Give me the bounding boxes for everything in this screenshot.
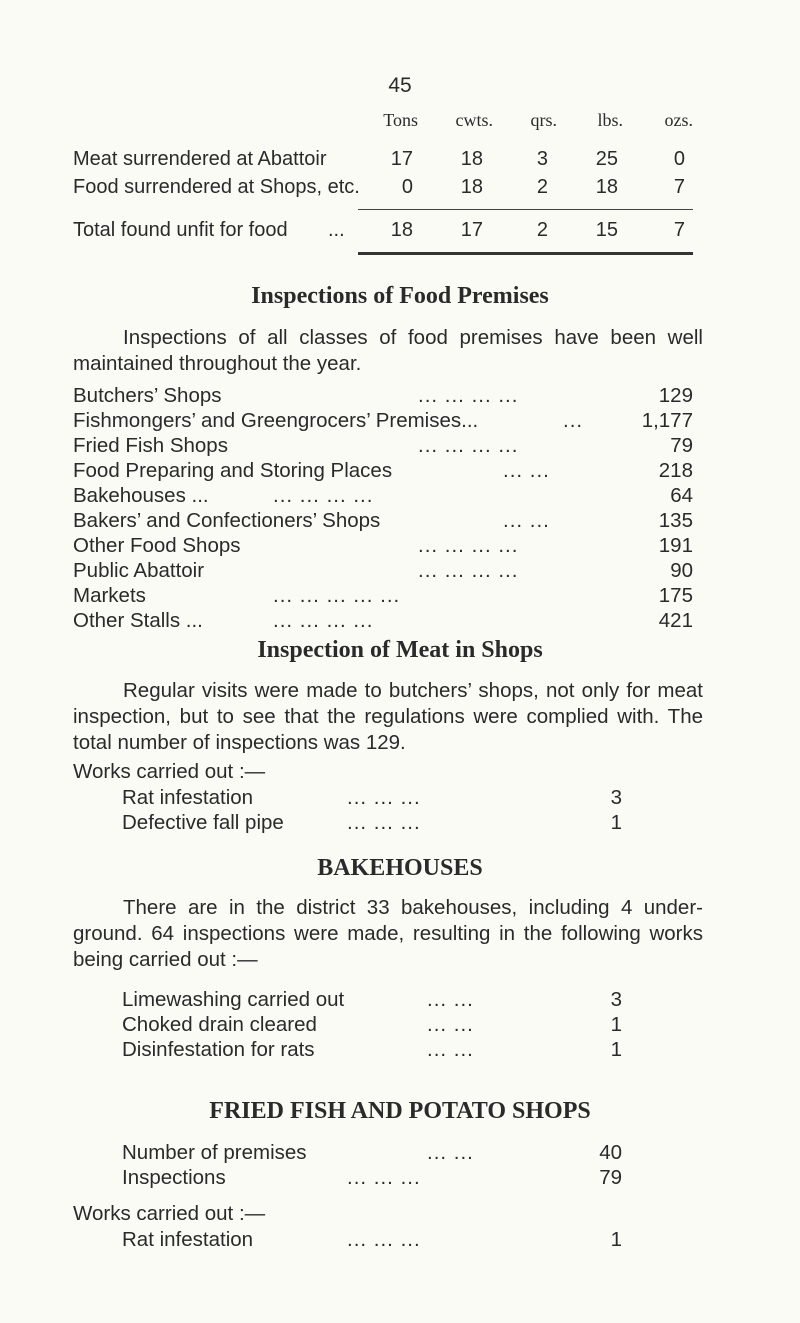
meat-works-list (122, 786, 622, 836)
item-label: Disinfestation for rats (122, 1038, 315, 1061)
list-item (73, 509, 693, 534)
meat-shops-heading: Inspection of Meat in Shops (257, 637, 543, 663)
item-dots: ... ... ... (347, 786, 421, 809)
cell-tons: 17 (390, 148, 413, 170)
food-premises-intro (73, 325, 703, 377)
item-dots: ... ... ... ... (273, 484, 374, 507)
cell-cwts: 18 (460, 176, 483, 198)
item-dots: ... ... (427, 988, 474, 1011)
total-top-rule (358, 209, 693, 210)
item-dots: ... ... (503, 509, 550, 532)
cell-lbs: 18 (595, 176, 618, 198)
total-cwts: 17 (460, 219, 483, 241)
item-label: Number of premises (122, 1141, 307, 1164)
total-bottom-rule (358, 252, 693, 255)
list-item (73, 584, 693, 609)
item-label: Rat infestation (122, 1228, 254, 1251)
list-item (73, 534, 693, 559)
list-item (122, 1166, 622, 1191)
intro-text: Inspections of all classes of food premises have been well maintained throughout the year. (73, 326, 703, 375)
item-dots: ... ... (427, 1141, 474, 1164)
item-dots: ... ... ... ... (418, 434, 519, 457)
bakehouses-text (73, 895, 703, 973)
header-qrs: qrs. (530, 110, 557, 130)
total-tons: 18 (390, 219, 413, 241)
list-item (73, 559, 693, 584)
item-value: 79 (670, 434, 693, 457)
item-value: 1 (610, 1013, 622, 1036)
list-item (122, 1013, 622, 1038)
fried-fish-works-list (122, 1228, 622, 1253)
total-row (73, 219, 693, 245)
total-ozs: 7 (673, 219, 685, 241)
food-premises-list (73, 384, 693, 634)
item-label: Inspections (122, 1166, 226, 1189)
list-item (122, 786, 622, 811)
header-lbs: lbs. (597, 110, 623, 130)
list-item (73, 459, 693, 484)
item-dots: ... ... (503, 459, 550, 482)
total-qrs: 2 (536, 219, 548, 241)
item-label: Other Stalls ... (73, 609, 203, 632)
item-value: 421 (658, 609, 693, 632)
row-label: Food surrendered at Shops, etc. (73, 176, 360, 198)
table-row (73, 176, 693, 202)
item-label: Other Food Shops (73, 534, 241, 557)
item-label: Bakehouses ... (73, 484, 209, 507)
header-tons: Tons (383, 110, 418, 130)
item-dots: ... ... (427, 1038, 474, 1061)
item-label: Fried Fish Shops (73, 434, 228, 457)
page-number: 45 (388, 74, 412, 97)
item-label: Markets (73, 584, 146, 607)
cell-cwts: 18 (460, 148, 483, 170)
list-item (122, 811, 622, 836)
bakehouses-works-list (122, 988, 622, 1063)
item-value: 90 (670, 559, 693, 582)
row-label: Meat surrendered at Abattoir (73, 148, 327, 170)
weights-header-row (73, 110, 693, 136)
item-label: Rat infestation (122, 786, 254, 809)
bakehouses-body: There are in the district 33 bakehouses, including 4 under-ground. 64 inspections were made, resulting in the following works being carried out :— (73, 896, 703, 971)
item-dots: ... ... ... ... (418, 534, 519, 557)
item-label: Butchers’ Shops (73, 384, 222, 407)
cell-ozs: 7 (673, 176, 685, 198)
item-value: 1 (610, 1038, 622, 1061)
item-dots: ... ... ... ... (418, 559, 519, 582)
item-dots: ... ... ... (347, 811, 421, 834)
item-value: 3 (610, 786, 622, 809)
total-lbs: 15 (595, 219, 618, 241)
food-premises-heading: Inspections of Food Premises (251, 283, 549, 309)
item-dots: ... ... ... (347, 1166, 421, 1189)
cell-lbs: 25 (595, 148, 618, 170)
item-label: Choked drain cleared (122, 1013, 317, 1036)
item-label: Food Preparing and Storing Places (73, 459, 393, 482)
item-label: Bakers’ and Confectioners’ Shops (73, 509, 381, 532)
item-label: Public Abattoir (73, 559, 205, 582)
cell-qrs: 3 (536, 148, 548, 170)
list-item (122, 1228, 622, 1253)
item-value: 191 (658, 534, 693, 557)
item-dots: ... ... ... ... ... (273, 584, 401, 607)
item-value: 175 (658, 584, 693, 607)
meat-shops-body: Regular visits were made to butchers’ shops, not only for meat inspection, but to see that the regulations were complied with. The total number of inspections was 129. (73, 679, 703, 754)
meat-works-label: Works carried out :— (73, 760, 266, 783)
item-label: Defective fall pipe (122, 811, 284, 834)
bakehouses-heading: BAKEHOUSES (317, 855, 483, 881)
list-item (73, 609, 693, 634)
weights-table (73, 110, 693, 280)
item-value: 1 (610, 1228, 622, 1251)
item-dots: ... ... ... (347, 1228, 421, 1251)
meat-shops-text (73, 678, 703, 756)
item-value: 3 (610, 988, 622, 1011)
fried-fish-stats (122, 1141, 622, 1191)
item-dots: ... ... (427, 1013, 474, 1036)
item-value: 218 (658, 459, 693, 482)
cell-qrs: 2 (536, 176, 548, 198)
list-item (122, 1038, 622, 1063)
list-item (73, 409, 693, 434)
item-value: 1 (610, 811, 622, 834)
item-label: Limewashing carried out (122, 988, 345, 1011)
item-value: 79 (599, 1166, 622, 1189)
list-item (122, 1141, 622, 1166)
header-ozs: ozs. (664, 110, 693, 130)
fried-fish-heading: FRIED FISH AND POTATO SHOPS (209, 1098, 591, 1124)
item-dots: ... (563, 409, 584, 432)
cell-ozs: 0 (673, 148, 685, 170)
fried-fish-works-label: Works carried out :— (73, 1202, 266, 1225)
table-row (73, 148, 693, 174)
item-dots: ... ... ... ... (273, 609, 374, 632)
list-item (73, 434, 693, 459)
list-item (73, 384, 693, 409)
total-label: Total found unfit for food (73, 219, 288, 241)
list-item (122, 988, 622, 1013)
item-value: 64 (670, 484, 693, 507)
item-value: 1,177 (641, 409, 693, 432)
item-value: 135 (658, 509, 693, 532)
item-value: 40 (599, 1141, 622, 1164)
list-item (73, 484, 693, 509)
cell-tons: 0 (401, 176, 413, 198)
header-cwts: cwts. (455, 110, 493, 130)
item-label: Fishmongers’ and Greengrocers’ Premises... (73, 409, 479, 432)
total-dots: ... (328, 219, 345, 241)
item-dots: ... ... ... ... (418, 384, 519, 407)
item-value: 129 (658, 384, 693, 407)
